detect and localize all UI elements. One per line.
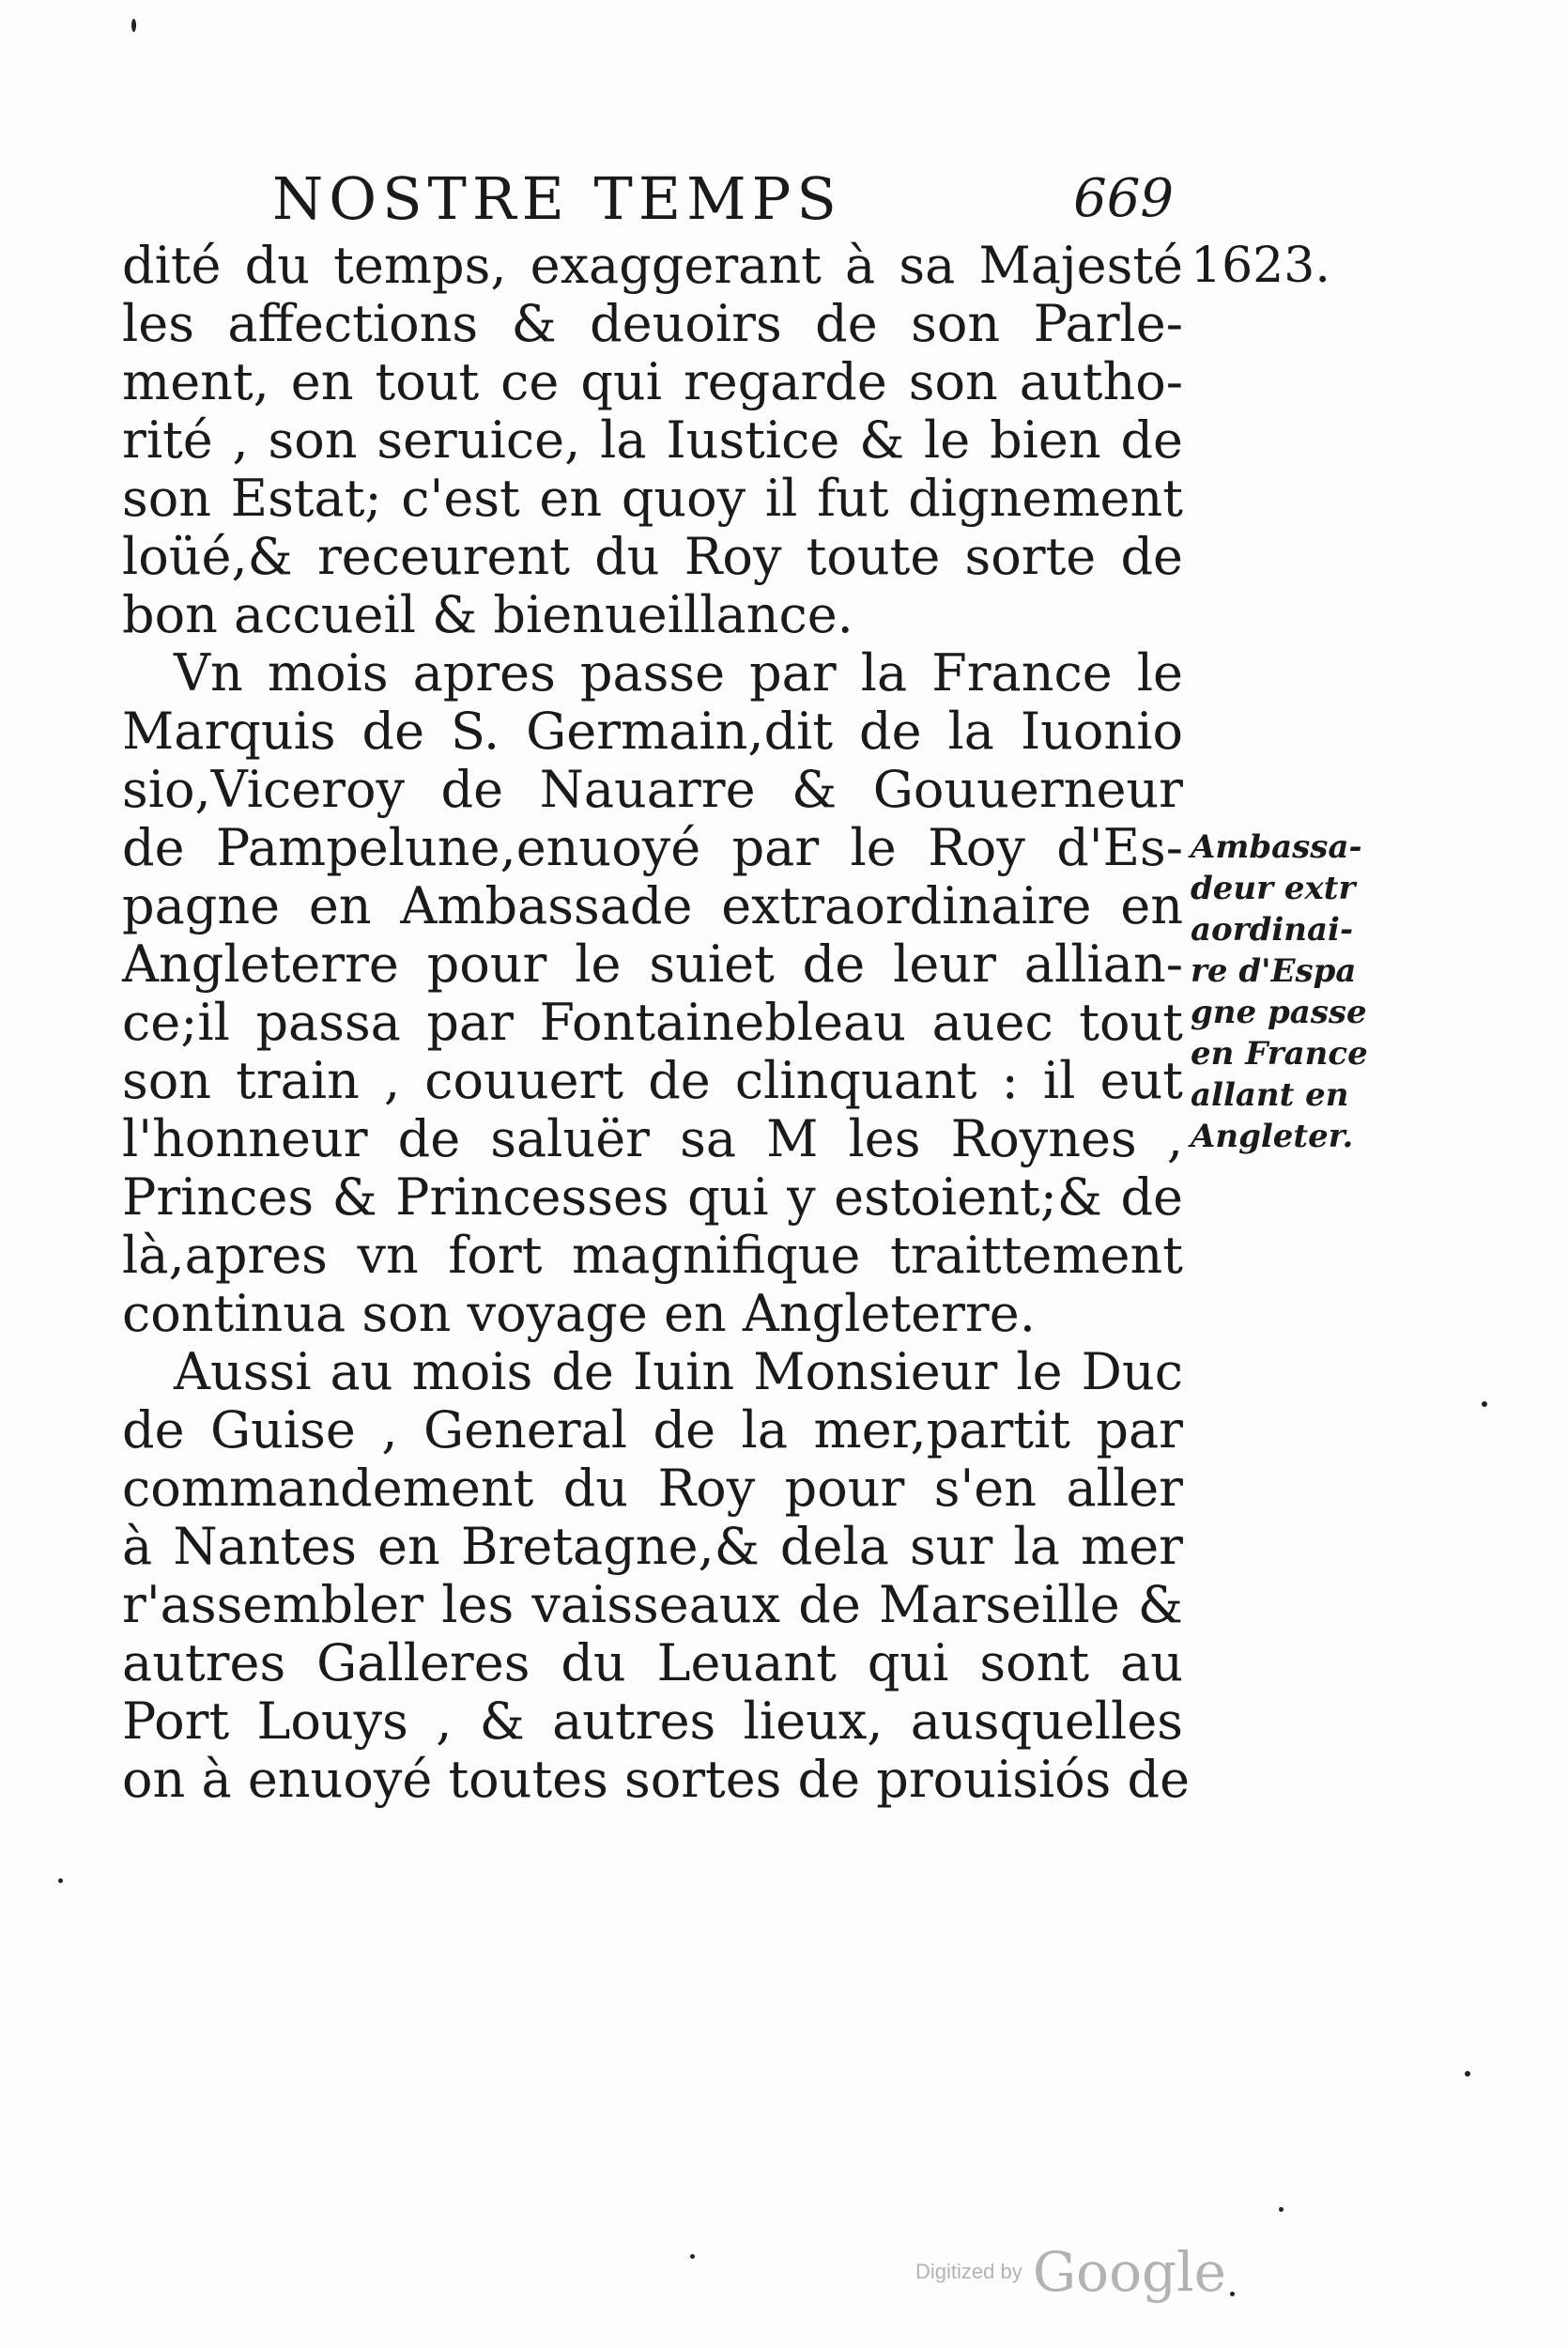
text-line: son train , couuert de clinquant : il eut [122,1051,1183,1110]
digitized-watermark [915,2240,1226,2304]
text-line: autres Galleres du Leuant qui sont au [122,1633,1183,1692]
google-logo: Google [1032,2240,1226,2304]
text-line: continua son voyage en Angleterre. [122,1284,1036,1343]
text-line: à Nantes en Bretagne,& dela sur la mer [122,1517,1183,1576]
margin-note-line: allant en [1191,1076,1349,1114]
margin-note-line: re d'Espa [1191,952,1357,990]
margin-year: 1623. [1191,238,1330,294]
text-line: sio,Viceroy de Nauarre & Gouuerneur [122,760,1183,819]
text-line: loüé,& receurent du Roy toute sorte de [122,527,1183,586]
text-line: Aussi au mois de Iuin Monsieur le Duc [174,1342,1183,1401]
text-line: son Estat; c'est en quoy il fut dignement [122,469,1183,528]
body-text [122,236,1191,1809]
text-line: Angleterre pour le suiet de leur allian- [122,935,1183,994]
margin-note-line: Angleter. [1191,1118,1354,1155]
text-line: l'honneur de saluër sa M les Roynes , [122,1109,1183,1168]
text-line: de Pampelune,enuoyé par le Roy d'Es- [122,818,1183,877]
text-line: r'assembler les vaisseaux de Marseille & [122,1575,1183,1634]
margin-note-line: deur extr [1191,870,1356,907]
text-line: Vn mois apres passe par la France le [174,643,1183,703]
scan-speck [1465,2071,1470,2077]
margin-note [1191,826,1407,1157]
watermark-prefix: Digitized by [915,2260,1022,2283]
text-line: les affections & deuoirs de son Parle- [122,294,1183,353]
text-line: commandement du Roy pour s'en aller [122,1459,1183,1518]
text-line: Marquis de S. Germain,dit de la Iuonio [122,702,1183,761]
scan-speck [1230,2292,1235,2296]
scan-speck [1279,2207,1284,2212]
text-line: Princes & Princesses qui y estoient;& de [122,1167,1183,1227]
text-line: pagne en Ambassade extraordinaire en [122,876,1183,935]
scan-speck [690,2254,695,2259]
text-line: dité du temps, exaggerant à sa Majesté [122,236,1183,295]
text-line: on à enuoyé toutes sortes de prouisiós de [122,1750,1191,1809]
margin-note-line: aordinai- [1191,911,1354,949]
text-line: bon accueil & bienueillance. [122,585,853,644]
text-line: là,apres vn fort magnifique traittement [122,1226,1183,1285]
text-line: Port Louys , & autres lieux, ausquelles [122,1691,1183,1751]
page-number: 669 [1073,168,1174,229]
margin-note-line: gne passe [1191,994,1367,1031]
text-line: de Guise , General de la mer,partit par [122,1400,1183,1460]
scan-speck [58,1878,63,1883]
scan-speck [1482,1401,1487,1407]
margin-note-line: en France [1191,1035,1368,1073]
scan-speck [131,19,136,32]
running-title: NOSTRE TEMPS [272,164,842,233]
text-line: ment, en tout ce qui regarde son autho- [122,352,1183,411]
page-header [272,162,1174,237]
margin-note-line: Ambassa- [1191,828,1362,866]
text-line: ce;il passa par Fontainebleau auec tout [122,993,1183,1052]
text-line: rité , son seruice, la Iustice & le bien de [122,410,1183,470]
